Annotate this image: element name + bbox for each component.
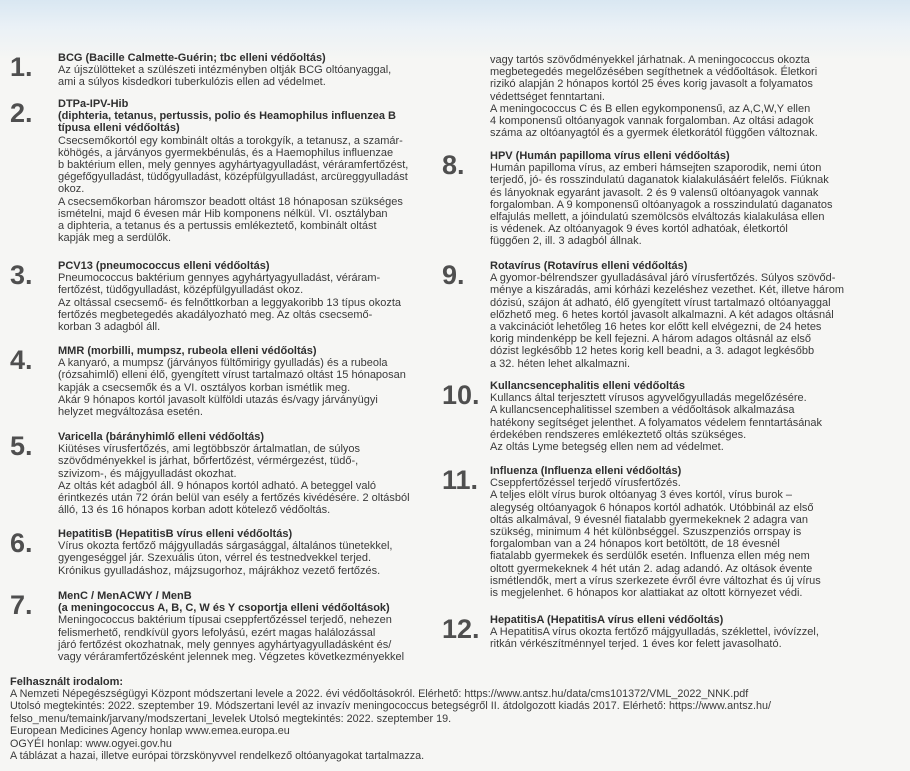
item-text: A kanyaró, a mumpsz (járványos fültőmirigy gyulladás) és a rubeola (rózsahimlő) elleni élő, gyengített vírust tartalmazó oltást 15 hónaposan kapják a csecsemők és a VI. osztályos korban ismétlik meg. Akár 9 hónapos kortól javasolt külföldi utazás és/vagy járványügyi helyzet megváltozása esetén.	[58, 357, 406, 419]
reference-line: Utolsó megtekintés: 2022. szeptember 19. Módszertani levél az invazív meningococcus betegségről II. átdolgozott kiadás 2017. Elérhető: https://www.antsz.hu/	[10, 700, 771, 713]
item-number: 6.	[10, 528, 33, 558]
item-text: Humán papilloma vírus, az emberi hámsejten szaporodik, nemi úton terjedő, jó- és rosszindulatú daganatok kialakulásáért felelős. Fiúknak és lányoknak egyaránt javasolt. 2 és 9 valensű oltóanyagok vannak forgalomban. A 9 komponensű oltóanyagok a rosszindulatú daganatos elfajulás mellett, a jóindulatú szemölcsös elváltozás kialakulása ellen is védenek. Az oltóanyagok 9 éves kortól adhatóak, életkortól függően 2, ill. 3 adagból állnak.	[490, 162, 833, 248]
item-title: BCG (Bacille Calmette-Guérin; tbc elleni védőoltás)	[58, 52, 326, 64]
reference-line: European Medicines Agency honlap www.emea.europa.eu	[10, 725, 290, 738]
item-number: 8.	[442, 150, 465, 180]
sky-background	[0, 0, 910, 60]
references-section	[10, 676, 905, 762]
item-text: Az újszülötteket a szülészeti intézményben oltják BCG oltóanyaggal, ami a súlyos kisdedkori tuberkulózis ellen ad védelmet.	[58, 64, 392, 89]
item-title: Kullancsencephalitis elleni védőoltás	[490, 380, 686, 392]
item-text: Vírus okozta fertőző májgyulladás sárgasággal, általános tünetekkel, gyengeséggel jár. Szexuális úton, vérrel és testnedvekkel terjed. Krónikus gyulladáshoz, májzsugorhoz, májrákhoz vezető fertőzés.	[58, 540, 393, 577]
reference-line: felso_menu/temaink/jarvany/modszertani_levelek Utolsó megtekintés: 2022. szeptember 19.	[10, 712, 452, 725]
item-text: Meningococcus baktérium típusai cseppfertőzéssel terjedő, nehezen felismerhető, rendkívül gyors lefolyású, ezért magas halálozással járó fertőzést okozhatnak, mely gennyes agyhártyagyulladásként és/ vagy véráramfertőzésként jelennek meg. Végzetes következményekkel	[58, 614, 405, 664]
references-heading: Felhasznált irodalom:	[10, 676, 124, 688]
item-number: 12.	[442, 614, 480, 644]
item-number: 10.	[442, 380, 480, 410]
item-title: Influenza (Influenza elleni védőoltás)	[490, 465, 682, 477]
item-number: 9.	[442, 260, 465, 290]
item-title: PCV13 (pneumococcus elleni védőoltás)	[58, 260, 270, 272]
item-text: Kiütéses vírusfertőzés, ami legtöbbször ártalmatlan, de súlyos szövődményekkel is járhat, bőrfertőzést, vérmérgezést, tüdő-, szivizom-, és májgyulladást okozhat. Az oltás két adagból áll. 9 hónapos kortól adható. A beteggel való érintkezés után 72 órán belül van esély a fertőzés kivédésére. 2 oltásból álló, 13 és 16 hónapos korban adott kötelező védőoltás.	[58, 443, 410, 517]
item-text: A HepatitisA vírus okozta fertőző májgyulladás, széklettel, ivóvízzel, ritkán vérkészítménnyel terjed. 1 éves kor felett javasolható.	[490, 626, 819, 651]
item-number: 7.	[10, 590, 33, 620]
continued-text: vagy tartós szövődményekkel járhatnak. A meningococcus okozta megbetegedés megelőzésében segíthetnek a védőoltások. Életkori rizikó alapján 2 hónapos kortól 25 éves korig javasolt a folyamatos védettséget fenntartani. A meningococcus C és B ellen egykomponensű, az A,C,W,Y ellen 4 komponensű oltóanyagok vannak forgalomban. Az oltási adagok száma az oltóanyagtól és a gyermek életkorától függően változnak.	[490, 54, 818, 140]
item-text: Kullancs által terjesztett vírusos agyvelőgyulladás megelőzésére. A kullancsencephalitissel szemben a védőoltások alkalmazása hatékony segítséget jelenthet. A folyamatos védelem fenntartásának érdekében rendszeres emlékeztető oltás szükséges. Az oltás Lyme betegség ellen nem ad védelmet.	[490, 392, 823, 454]
item-title: MMR (morbilli, mumpsz, rubeola elleni védőoltás)	[58, 345, 317, 357]
item-number: 11.	[442, 465, 479, 495]
item-title: HepatitisA (HepatitisA vírus elleni védőoltás)	[490, 614, 724, 626]
item-title: Varicella (bárányhimlő elleni védőoltás)	[58, 431, 265, 443]
item-text: Pneumococcus baktérium gennyes agyhártyagyulladást, véráram- fertőzést, tüdőgyulladást, középfülgyulladást okoz. Az oltással csecsemő- és felnőttkorban a leggyakoribb 13 típus okozta fertőzés megbetegedés akadályozható meg. Az oltás csecsemő- korban 3 adagból áll.	[58, 272, 402, 334]
item-number: 4.	[10, 345, 33, 375]
item-title: HPV (Humán papilloma vírus elleni védőoltás)	[490, 150, 730, 162]
item-title: MenC / MenACWY / MenB (a meningococcus A, B, C, W és Y csoportja elleni védőoltások)	[58, 590, 390, 615]
item-text: Cseppfertőzéssel terjedő vírusfertőzés. A teljes elölt vírus burok oltóanyag 3 éves kortól, vírus burok – alegység oltóanyagok 6 hónapos kortól adhatók. Utóbbinál az első oltás alkalmával, 9 évesnél fiatalabb gyermekeknek 2 adagra van szükség, minimum 4 hét különbséggel. Szuszpenziós orrspay is forgalomban van a 24 hónapos kort betöltött, de 18 évesnél fiatalabb gyermekek és serdülők esetén. Influenza ellen még nem oltott gyermekeknek 4 hét után 2. adag adandó. Az oltások évente ismétlendők, mert a vírus szerkezete évről évre változhat és új vírus is megjelenhet. 6 hónapos kor alattiakat az oltott környezet védi.	[490, 477, 821, 600]
item-number: 5.	[10, 431, 33, 461]
item-title: HepatitisB (HepatitisB vírus elleni védőoltás)	[58, 528, 293, 540]
item-number: 2.	[10, 98, 33, 128]
reference-line: OGYÉI honlap: www.ogyei.gov.hu	[10, 737, 172, 750]
reference-line: A táblázat a hazai, illetve európai törzskönyvvel rendelkező oltóanyagokat tartalmazza.	[10, 750, 425, 763]
item-text: Csecsemőkortól egy kombinált oltás a torokgyík, a tetanusz, a szamár- köhögés, a járványos gyermekbénulás, és a Haemophilus influenzae b baktérium ellen, mely gennyes agyhártyagyulladást, véráramfertőzést, gégefőgyulladást, tüdőgyulladást, középfülgyulladást, arcüreggyulladást okoz. A csecsemőkorban háromszor beadott oltást 18 hónaposan szükséges ismételni, majd 6 évesen már Hib komponens nélkül. VI. osztályban a diphteria, a tetanus és a pertussis emlékeztető, kombinált oltást kapják meg a serdülők.	[58, 134, 409, 245]
item-number: 3.	[10, 260, 33, 290]
reference-line: A Nemzeti Népegészségügyi Központ módszertani levele a 2022. évi védőoltásokról. Elérhető: https://www.antsz.hu/data/cms101372/VML_2022_NNK.pdf	[10, 688, 749, 700]
item-number: 1.	[10, 52, 33, 82]
item-title: Rotavírus (Rotavírus elleni védőoltás)	[490, 260, 688, 272]
item-title: DTPa-IPV-Hib (diphteria, tetanus, pertussis, polio és Heamophilus influenzea B típusa elleni védőoltás)	[58, 98, 397, 135]
item-text: A gyomor-bélrendszer gyulladásával járó vírusfertőzés. Súlyos szövőd- ménye a kiszáradás, ami kórházi kezeléshez vezethet. Két, illetve három dózisú, szájon át adható, élő gyengített vírust tartalmazó oltóanyaggal előzhető meg. 6 hetes kortól javasolt alkalmazni. A két adagos oltásnál a vakcinációt lehetőleg 16 hetes kor előtt kell elvégezni, de 24 hetes korig mindenképp be kell fejezni. A három adagos oltásnál az első dózist legkésőbb 12 hetes korig kell beadni, a 3. adagot legkésőbb a 32. héten lehet alkalmazni.	[490, 272, 844, 370]
